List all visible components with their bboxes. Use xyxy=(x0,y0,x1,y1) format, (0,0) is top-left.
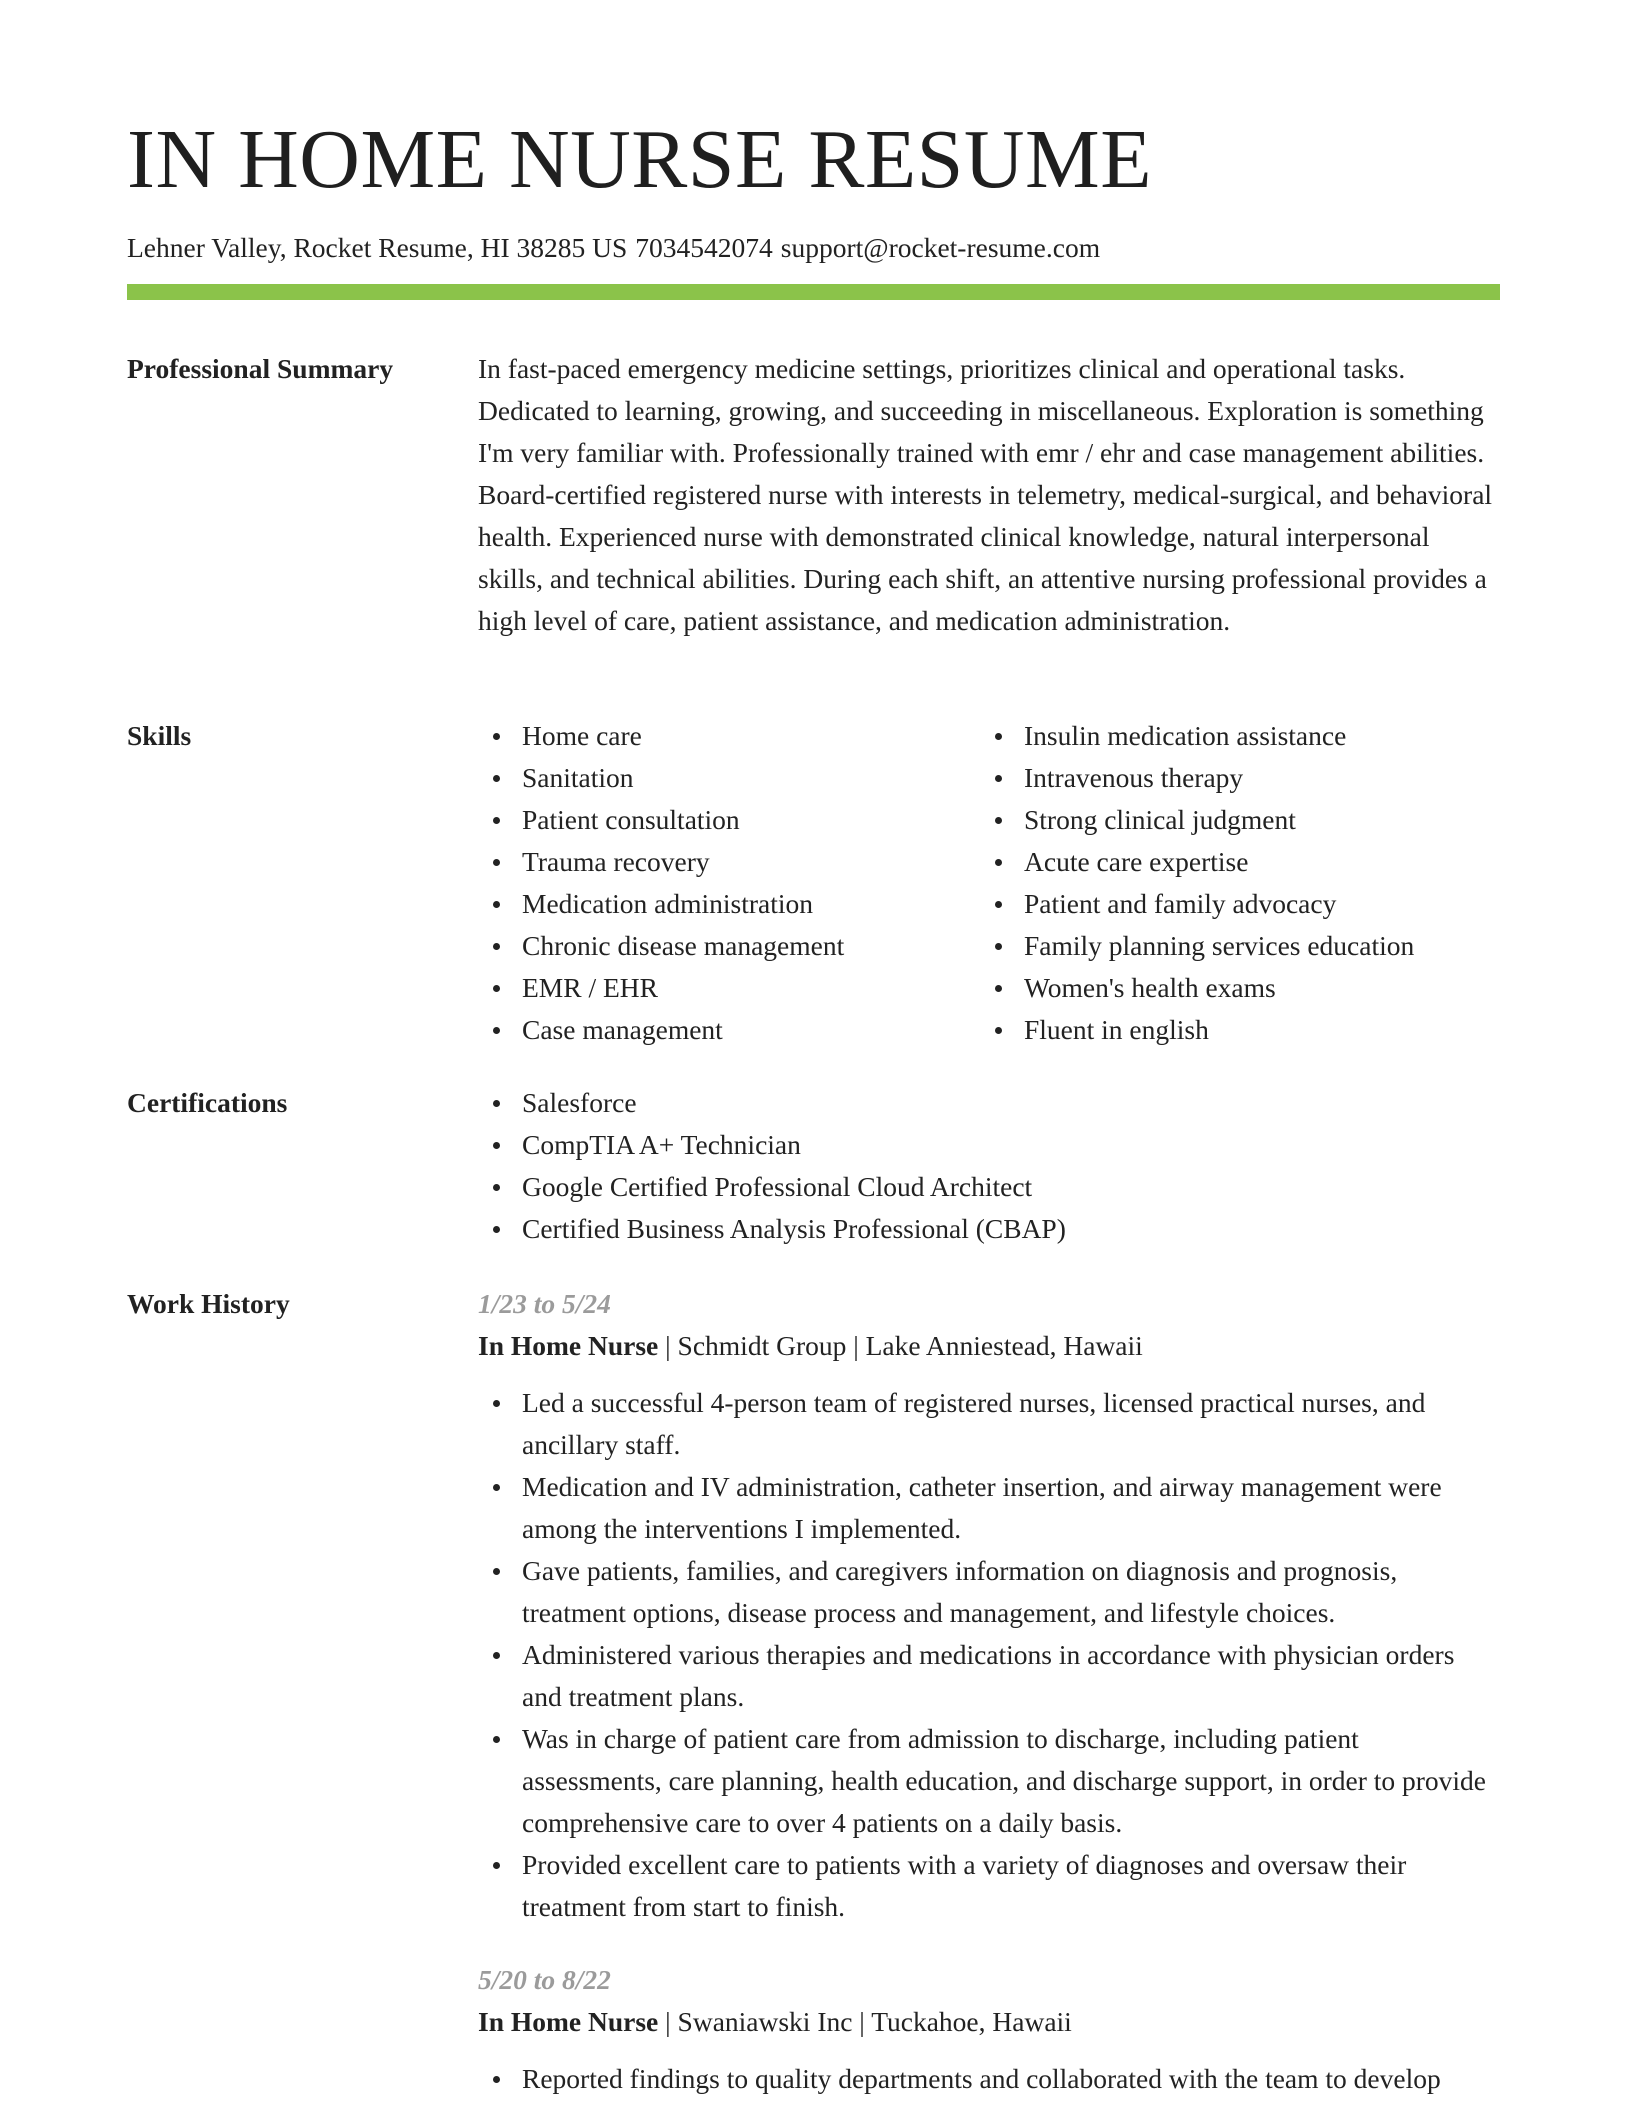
job-title: In Home Nurse xyxy=(478,1330,659,1361)
job-bullet: Reported findings to quality departments and collaborated with the team to develop xyxy=(478,2058,1500,2100)
certification-item: Salesforce xyxy=(478,1082,1500,1124)
work-history-content xyxy=(478,1283,1500,2100)
skill-item: Family planning services education xyxy=(980,925,1480,967)
job-bullet: Gave patients, families, and caregivers information on diagnosis and prognosis, treatment options, disease process and management, and lifestyle choices. xyxy=(478,1550,1500,1634)
work-history-heading: Work History xyxy=(127,1288,290,1319)
header-divider xyxy=(127,284,1500,300)
skill-item: Trauma recovery xyxy=(478,841,978,883)
certifications-content xyxy=(478,1082,1500,1250)
skills-list-left xyxy=(478,715,978,1051)
certification-item: Google Certified Professional Cloud Architect xyxy=(478,1166,1500,1208)
job-bullet: Provided excellent care to patients with a variety of diagnoses and oversaw their treatment from start to finish. xyxy=(478,1844,1500,1928)
contact-line xyxy=(127,230,1100,266)
job-dates: 1/23 to 5/24 xyxy=(478,1288,611,1319)
certifications-list xyxy=(478,1082,1500,1250)
skill-item: Women's health exams xyxy=(980,967,1480,1009)
job-bullets xyxy=(478,1382,1500,1928)
skill-item: Fluent in english xyxy=(980,1009,1480,1051)
job-title: In Home Nurse xyxy=(478,2006,659,2037)
address-text: Lehner Valley, Rocket Resume, HI 38285 US xyxy=(127,232,628,263)
skill-item: Medication administration xyxy=(478,883,978,925)
summary-section xyxy=(127,348,1500,693)
certification-item: Certified Business Analysis Professional (CBAP) xyxy=(478,1208,1500,1250)
job-bullet: Administered various therapies and medications in accordance with physician orders and treatment plans. xyxy=(478,1634,1500,1718)
skill-item: Sanitation xyxy=(478,757,978,799)
certifications-section xyxy=(127,1082,1500,1257)
skill-item: Home care xyxy=(478,715,978,757)
job-dates: 5/20 to 8/22 xyxy=(478,1964,611,1995)
job-bullets xyxy=(478,2058,1500,2100)
skill-item: Chronic disease management xyxy=(478,925,978,967)
job-bullet: Was in charge of patient care from admission to discharge, including patient assessments, care planning, health education, and discharge support, in order to provide comprehensive care to over 4 patients on a daily basis. xyxy=(478,1718,1500,1844)
resume-title: IN HOME NURSE RESUME xyxy=(127,113,1153,206)
job-entry xyxy=(478,1959,1500,2100)
job-details: | Schmidt Group | Lake Anniestead, Hawaii xyxy=(658,1330,1143,1361)
skill-item: Insulin medication assistance xyxy=(980,715,1480,757)
email-link[interactable]: support@rocket-resume.com xyxy=(780,232,1101,263)
summary-text: In fast-paced emergency medicine settings, prioritizes clinical and operational tasks. Dedicated to learning, growing, and succeeding in miscellaneous. Exploration is something I'm very familiar with. Professionally trained with emr / ehr and case management abilities. Board-certified registered nurse with interests in telemetry, medical-surgical, and behavioral health. Experienced nurse with demonstrated clinical knowledge, natural interpersonal skills, and technical abilities. During each shift, an attentive nursing professional provides a high level of care, patient assistance, and medication administration. xyxy=(478,353,1493,636)
job-bullet: Medication and IV administration, catheter insertion, and airway management were among the interventions I implemented. xyxy=(478,1466,1500,1550)
job-heading xyxy=(478,2001,1500,2043)
skill-item: EMR / EHR xyxy=(478,967,978,1009)
skill-item: Intravenous therapy xyxy=(980,757,1480,799)
skills-section xyxy=(127,715,1500,1055)
skill-item: Case management xyxy=(478,1009,978,1051)
skill-item: Patient consultation xyxy=(478,799,978,841)
skills-list-right xyxy=(980,715,1480,1051)
skills-heading: Skills xyxy=(127,720,192,751)
work-history-section xyxy=(127,1283,1500,2112)
summary-heading: Professional Summary xyxy=(127,353,394,384)
job-heading xyxy=(478,1325,1500,1367)
job-bullet: Led a successful 4-person team of registered nurses, licensed practical nurses, and ancillary staff. xyxy=(478,1382,1500,1466)
skill-item: Patient and family advocacy xyxy=(980,883,1480,925)
certification-item: CompTIA A+ Technician xyxy=(478,1124,1500,1166)
certifications-heading: Certifications xyxy=(127,1087,288,1118)
job-details: | Swaniawski Inc | Tuckahoe, Hawaii xyxy=(658,2006,1072,2037)
job-entry xyxy=(478,1283,1500,1928)
phone-text: 7034542074 xyxy=(635,232,773,263)
skill-item: Strong clinical judgment xyxy=(980,799,1480,841)
summary-content xyxy=(478,348,1500,642)
skill-item: Acute care expertise xyxy=(980,841,1480,883)
